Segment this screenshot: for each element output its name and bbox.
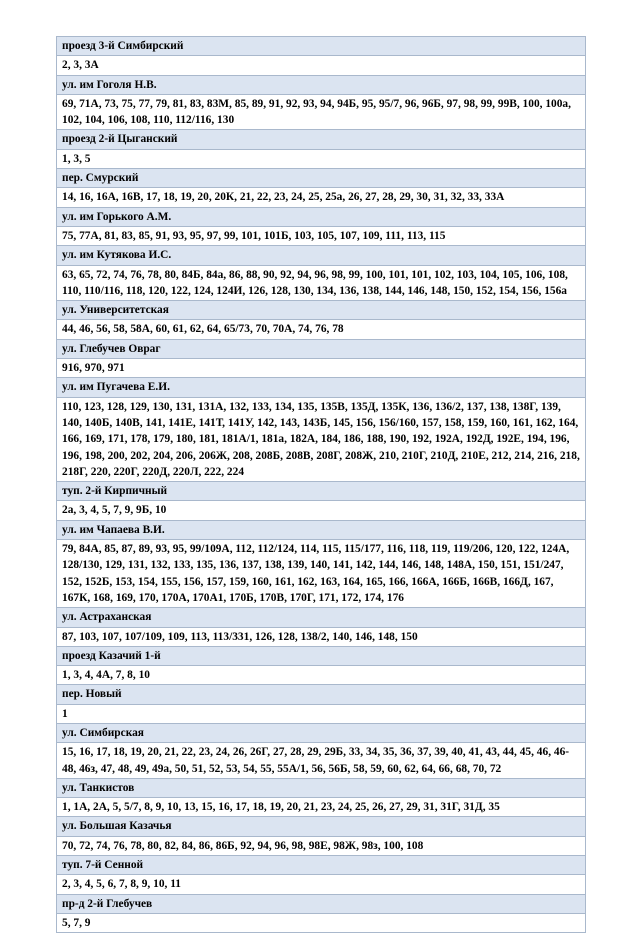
street-name: пер. Новый xyxy=(57,685,585,704)
house-numbers: 2а, 3, 4, 5, 7, 9, 9Б, 10 xyxy=(57,501,585,520)
street-name: туп. 2-й Кирпичный xyxy=(57,482,585,501)
house-numbers: 63, 65, 72, 74, 76, 78, 80, 84Б, 84а, 86, 88, 90, 92, 94, 96, 98, 99, 100, 101, 101, 102, 103, 104, 105, 106, 108, 110, 110/116, 118, 120, 122, 124, 124И, 126, 128, 130, 134, 136, 138, 144, 146, 148, 150, 152, 154, 156, 156а xyxy=(57,266,585,302)
house-numbers: 87, 103, 107, 107/109, 109, 113, 113/331, 126, 128, 138/2, 140, 146, 148, 150 xyxy=(57,628,585,647)
street-name: ул. Глебучев Овраг xyxy=(57,340,585,359)
house-numbers: 1, 3, 5 xyxy=(57,150,585,169)
house-numbers: 75, 77А, 81, 83, 85, 91, 93, 95, 97, 99, 101, 101Б, 103, 105, 107, 109, 111, 113, 115 xyxy=(57,227,585,246)
street-name: проезд Казачий 1-й xyxy=(57,647,585,666)
house-numbers: 1, 1А, 2А, 5, 5/7, 8, 9, 10, 13, 15, 16, 17, 18, 19, 20, 21, 23, 24, 25, 26, 27, 29, 31, 31Г, 31Д, 35 xyxy=(57,798,585,817)
street-name: проезд 3-й Симбирский xyxy=(57,37,585,56)
house-numbers: 110, 123, 128, 129, 130, 131, 131А, 132, 133, 134, 135, 135В, 135Д, 135К, 136, 136/2, 137, 138, 138Г, 139, 140, 140Б, 140В, 141, 141Е, 141Т, 141У, 142, 143, 143Б, 145, 156, 156/160, 157, 158, 159, 160, 161, 162, 164, 166, 169, 171, 178, 179, 180, 181, 181А/1, 181а, 182А, 184, 186, 188, 190, 192, 192А, 192Д, 192Е, 194, 196, 196, 198, 200, 202, 204, 206, 206Ж, 208, 208Б, 208В, 208Г, 208Ж, 210, 210Г, 210Д, 210Е, 212, 214, 216, 218, 218Г, 220, 220Г, 220Д, 220Л, 222, 224 xyxy=(57,398,585,482)
street-name: ул. им Гоголя Н.В. xyxy=(57,76,585,95)
house-numbers: 2, 3, 3А xyxy=(57,56,585,75)
house-numbers: 5, 7, 9 xyxy=(57,914,585,933)
house-numbers: 44, 46, 56, 58, 58А, 60, 61, 62, 64, 65/73, 70, 70А, 74, 76, 78 xyxy=(57,320,585,339)
house-numbers: 1 xyxy=(57,705,585,724)
street-name: ул. им Чапаева В.И. xyxy=(57,521,585,540)
street-name: проезд 2-й Цыганский xyxy=(57,130,585,149)
street-name: ул. Большая Казачья xyxy=(57,817,585,836)
house-numbers: 1, 3, 4, 4А, 7, 8, 10 xyxy=(57,666,585,685)
street-name: ул. Симбирская xyxy=(57,724,585,743)
house-numbers: 69, 71А, 73, 75, 77, 79, 81, 83, 83М, 85, 89, 91, 92, 93, 94, 94Б, 95, 95/7, 96, 96Б, 97, 98, 99, 99В, 100, 100а, 102, 104, 106, 108, 110, 112/116, 130 xyxy=(57,95,585,131)
street-name: ул. им Кутякова И.С. xyxy=(57,246,585,265)
street-name: ул. Танкистов xyxy=(57,779,585,798)
street-name: ул. им Пугачева Е.И. xyxy=(57,378,585,397)
street-name: ул. Университетская xyxy=(57,301,585,320)
street-name: ул. Астраханская xyxy=(57,608,585,627)
street-name: туп. 7-й Сенной xyxy=(57,856,585,875)
street-name: ул. им Горького А.М. xyxy=(57,208,585,227)
house-numbers: 2, 3, 4, 5, 6, 7, 8, 9, 10, 11 xyxy=(57,875,585,894)
house-numbers: 15, 16, 17, 18, 19, 20, 21, 22, 23, 24, 26, 26Г, 27, 28, 29, 29Б, 33, 34, 35, 36, 37, 39, 40, 41, 43, 44, 45, 46, 46-48, 46з, 47, 48, 49, 49а, 50, 51, 52, 53, 54, 55, 55А/1, 56, 56Б, 58, 59, 60, 62, 64, 66, 68, 70, 72 xyxy=(57,743,585,779)
house-numbers: 79, 84А, 85, 87, 89, 93, 95, 99/109А, 112, 112/124, 114, 115, 115/177, 116, 118, 119, 119/206, 120, 122, 124А, 128/130, 129, 131, 132, 133, 135, 136, 137, 138, 139, 140, 141, 142, 144, 146, 148, 148А, 150, 151, 151/247, 152, 152Б, 153, 154, 155, 156, 157, 159, 160, 161, 162, 163, 164, 165, 166, 166А, 166Б, 166В, 166Д, 167, 167К, 168, 169, 170, 170А, 170А1, 170Б, 170В, 170Г, 171, 172, 174, 176 xyxy=(57,540,585,608)
house-numbers: 916, 970, 971 xyxy=(57,359,585,378)
house-numbers: 70, 72, 74, 76, 78, 80, 82, 84, 86, 86Б, 92, 94, 96, 98, 98Е, 98Ж, 98з, 100, 108 xyxy=(57,837,585,856)
house-numbers: 14, 16, 16А, 16В, 17, 18, 19, 20, 20К, 21, 22, 23, 24, 25, 25а, 26, 27, 28, 29, 30, 31, 32, 33, 33А xyxy=(57,188,585,207)
address-table xyxy=(56,36,586,933)
street-name: пер. Смурский xyxy=(57,169,585,188)
street-name: пр-д 2-й Глебучев xyxy=(57,895,585,914)
